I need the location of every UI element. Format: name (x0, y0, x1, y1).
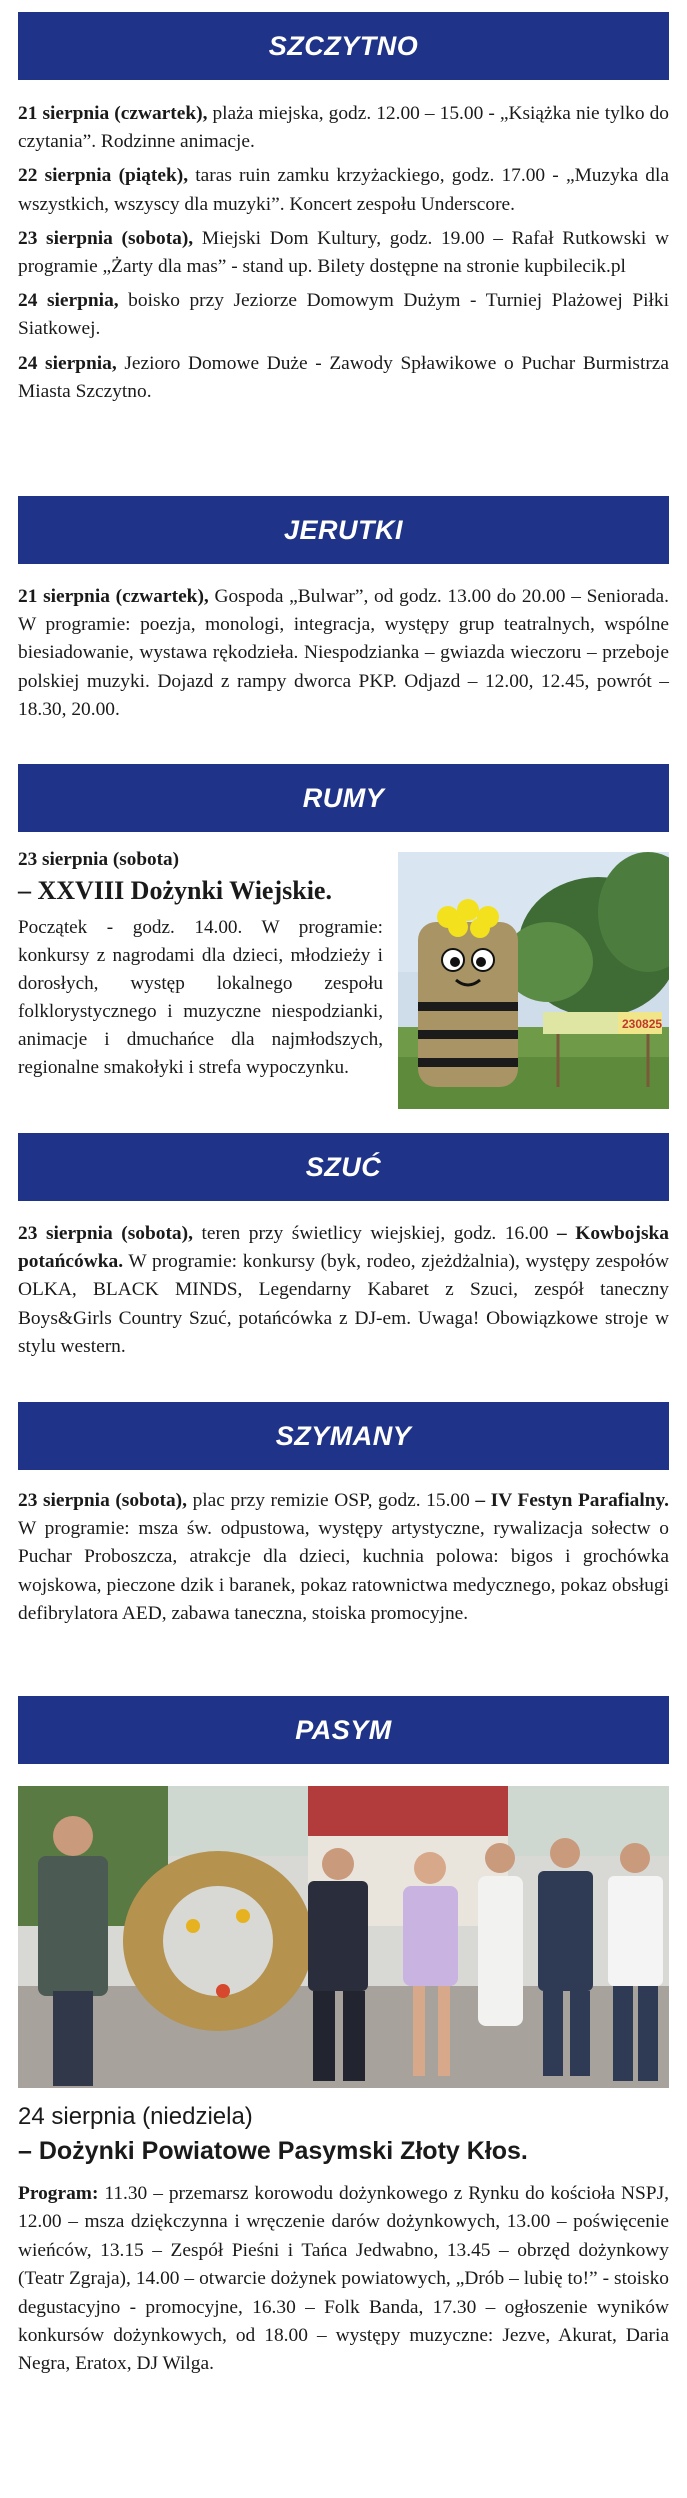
event-text: W programie: konkursy (byk, rodeo, zjeżdżalnia), występy zespołów OLKA, BLACK MINDS, Legendarny Kabaret z Szuci, zespół taneczny Boys&Girls Country Szuć, potańcówka z DJ-em. Uwaga! Obowiązkowe stroje w stylu western. (18, 1251, 669, 1357)
event-text: plaża miejska, godz. 12.00 – 15.00 - „Książka nie tylko do czytania”. Rodzinne animacje. (18, 103, 669, 153)
szuc-events (18, 1220, 669, 1367)
rumy-harvest-photo (398, 852, 669, 1109)
event-date: 22 sierpnia (piątek), (18, 165, 189, 187)
event-date: 24 sierpnia (niedziela) (18, 2103, 253, 2130)
pasym-event (18, 2100, 669, 2379)
event-date: 23 sierpnia (sobota), (18, 1223, 193, 1244)
szymany-events (18, 1487, 669, 1634)
program-text: 11.30 – przemarsz korowodu dożynkowego z Rynku do kościoła NSPJ, 12.00 – msza dziękczynna i wręczenie darów dożynkowych, 13.00 – poświęcenie wieńców, 13.15 – Zespół Pieśni i Tańca Jedwabno, 13.45 – obrzęd dożynkowy (Teatr Zgraja), 14.00 – otwarcie dożynek powiatowych, „Drób – lubię to!” - stoisko degustacyjno - promocyjne, 16.30 – Folk Banda, 17.30 – ogłoszenie wyników konkursów dożynkowych, od 18.00 – występy muzyczne: Jezve, Akurat, Daria Negra, Eratox, DJ Wilga. (18, 2183, 669, 2375)
event-text: teren przy świetlicy wiejskiej, godz. 16.00 (192, 1223, 557, 1244)
event-date: 23 sierpnia (sobota), (18, 227, 194, 249)
event-item (18, 1487, 669, 1628)
event-date: 24 sierpnia, (18, 352, 117, 374)
event-text: plac przy remizie OSP, godz. 15.00 (187, 1490, 476, 1511)
event-date: 23 sierpnia (sobota), (18, 1490, 187, 1511)
section-header-szczytno (18, 12, 669, 80)
rumy-event (18, 846, 383, 1082)
event-item (18, 583, 669, 724)
pasym-procession-photo (18, 1786, 669, 2088)
section-title: RUMY (302, 782, 385, 813)
event-text: Miejski Dom Kultury, godz. 19.00 – Rafał Rutkowski w programie „Żarty dla mas” - stand up. Bilety dostępne na stronie kupbilecik.pl (18, 227, 669, 278)
event-text (18, 2180, 669, 2379)
section-title: SZCZYTNO (268, 30, 419, 61)
section-title: SZUĆ (305, 1151, 382, 1182)
event-title: – Kowbojska potańcówka. (18, 1223, 669, 1273)
event-date: 24 sierpnia, (18, 290, 119, 312)
event-item (18, 350, 669, 406)
sign-number: 230825 (622, 1017, 663, 1031)
section-header-szuc (18, 1133, 669, 1201)
event-title: – IV Festyn Parafialny. (475, 1490, 669, 1511)
section-header-pasym (18, 1696, 669, 1764)
event-text: Początek - godz. 14.00. W programie: konkursy z nagrodami dla dzieci, młodzieży i dorosłych, występ lokalnego zespołu folklorystycznego i muzyczne niespodzianki, animacje i dmuchańce dla najmłodszych, regionalne smakołyki i strefa wypoczynku. (18, 917, 383, 1078)
event-title: – XXVIII Dożynki Wiejskie. (18, 876, 332, 905)
section-title: PASYM (295, 1714, 392, 1745)
event-date: 21 sierpnia (czwartek), (18, 586, 209, 607)
section-header-rumy (18, 764, 669, 832)
event-item (18, 162, 669, 218)
section-title: JERUTKI (283, 514, 403, 545)
event-text: Jezioro Domowe Duże - Zawody Spławikowe o Puchar Burmistrza Miasta Szczytno. (18, 352, 670, 402)
event-text: W programie: msza św. odpustowa, występy artystyczne, rywalizacja sołectw o Puchar Proboszcza, atrakcje dla dzieci, kuchnia polowa: bigos i grochówka wojskowa, pieczone dzik i baranek, pokaz ratownictwa medycznego, pokaz obsługi defibrylatora AED, zabawa taneczna, stoiska promocyjne. (18, 1518, 669, 1624)
harvest-procession-image (18, 1786, 669, 2088)
event-text: boisko przy Jeziorze Domowym Dużym - Turniej Plażowej Piłki Siatkowej. (18, 290, 669, 340)
event-date: 23 sierpnia (sobota) (18, 849, 179, 870)
section-title: SZYMANY (275, 1420, 412, 1451)
event-item (18, 225, 669, 281)
event-date: 21 sierpnia (czwartek), (18, 103, 208, 124)
jerutki-events (18, 583, 669, 730)
straw-bale-figure-image (398, 852, 669, 1109)
event-item (18, 1220, 669, 1361)
program-label: Program: (18, 2183, 99, 2204)
event-item (18, 100, 669, 156)
event-item (18, 287, 669, 343)
event-text: taras ruin zamku krzyżackiego, godz. 17.00 - „Muzyka dla wszystkich, wszyscy dla muzyki”. Koncert zespołu Underscore. (18, 165, 669, 215)
event-title: – Dożynki Powiatowe Pasymski Złoty Kłos. (18, 2137, 528, 2165)
event-text: Gospoda „Bulwar”, od godz. 13.00 do 20.00 – Seniorada. W programie: poezja, monologi, integracja, występy grup teatralnych, wspólne biesiadowanie, wystawa rękodzieła. Niespodzianka – gwiazda wieczoru – przeboje polskiej muzyki. Dojazd z rampy dworca PKP. Odjazd – 12.00, 12.45, powrót – 18.30, 20.00. (18, 586, 669, 720)
section-header-jerutki (18, 496, 669, 564)
section-header-szymany (18, 1402, 669, 1470)
szczytno-events (18, 100, 669, 412)
